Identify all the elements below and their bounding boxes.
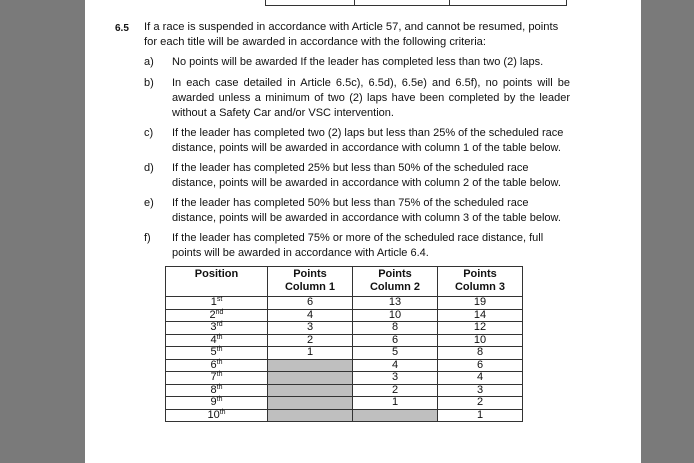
position-cell: 10th — [166, 409, 268, 422]
header-column-2: Points Column 2 — [353, 267, 438, 297]
points-cell: 2 — [268, 334, 353, 347]
table-header-row — [166, 267, 523, 297]
item-letter: a) — [144, 56, 154, 68]
points-cell: 10 — [438, 334, 523, 347]
header-column-3: Points Column 3 — [438, 267, 523, 297]
item-letter: d) — [144, 162, 154, 174]
position-cell: 1st — [166, 297, 268, 310]
points-cell: 4 — [438, 372, 523, 385]
points-cell: 1 — [438, 409, 523, 422]
position-cell: 4th — [166, 334, 268, 347]
points-cell: 6 — [268, 297, 353, 310]
item-text: In each case detailed in Article 6.5c), 6.5d), 6.5e) and 6.5f), no points will be awarded unless a minimum of two (2) laps have been completed by the leader without a Safety Car and/or VSC intervention. — [172, 77, 570, 119]
table-row — [166, 322, 523, 335]
points-cell: 3 — [268, 322, 353, 335]
empty-points-cell — [268, 409, 353, 422]
points-cell: 12 — [438, 322, 523, 335]
points-cell: 8 — [438, 347, 523, 360]
empty-points-cell — [268, 397, 353, 410]
header-position: Position — [166, 267, 268, 297]
item-text: If the leader has completed 25% but less than 50% of the scheduled race distance, points will be awarded in accordance with column 2 of the table below. — [172, 162, 561, 189]
position-cell: 3rd — [166, 322, 268, 335]
points-table — [165, 266, 523, 422]
table-row — [166, 347, 523, 360]
points-cell: 2 — [353, 384, 438, 397]
points-cell: 13 — [353, 297, 438, 310]
item-letter: f) — [144, 232, 151, 244]
table-divider — [449, 0, 450, 5]
empty-points-cell — [268, 372, 353, 385]
points-cell: 1 — [268, 347, 353, 360]
header-column-1: Points Column 1 — [268, 267, 353, 297]
points-cell: 4 — [353, 359, 438, 372]
points-cell: 3 — [438, 384, 523, 397]
points-cell: 4 — [268, 309, 353, 322]
points-cell: 14 — [438, 309, 523, 322]
table-divider — [354, 0, 355, 5]
table-row — [166, 297, 523, 310]
points-cell: 8 — [353, 322, 438, 335]
item-letter: e) — [144, 197, 154, 209]
points-cell: 10 — [353, 309, 438, 322]
table-row — [166, 372, 523, 385]
table-row — [166, 359, 523, 372]
position-cell: 6th — [166, 359, 268, 372]
item-text: If the leader has completed two (2) laps but less than 25% of the scheduled race distance, points will be awarded in accordance with column 1 of the table below. — [172, 127, 564, 154]
empty-points-cell — [353, 409, 438, 422]
article-intro: If a race is suspended in accordance with Article 57, and cannot be resumed, points for each title will be awarded in accordance with the following criteria: — [144, 21, 559, 48]
points-cell: 6 — [353, 334, 438, 347]
points-cell: 6 — [438, 359, 523, 372]
table-row — [166, 309, 523, 322]
table-row — [166, 384, 523, 397]
points-cell: 19 — [438, 297, 523, 310]
empty-points-cell — [268, 384, 353, 397]
empty-points-cell — [268, 359, 353, 372]
item-letter: b) — [144, 77, 154, 89]
position-cell: 5th — [166, 347, 268, 360]
position-cell: 2nd — [166, 309, 268, 322]
item-text: If the leader has completed 75% or more of the scheduled race distance, full points will be awarded in accordance with Article 6.4. — [172, 232, 544, 259]
item-text: If the leader has completed 50% but less than 75% of the scheduled race distance, points will be awarded in accordance with column 3 of the table below. — [172, 197, 561, 224]
article-number: 6.5 — [115, 23, 129, 34]
position-cell: 8th — [166, 384, 268, 397]
document-page — [85, 0, 641, 463]
table-row — [166, 334, 523, 347]
position-cell: 7th — [166, 372, 268, 385]
item-letter: c) — [144, 127, 154, 139]
points-cell: 3 — [353, 372, 438, 385]
table-row — [166, 409, 523, 422]
points-cell: 5 — [353, 347, 438, 360]
points-cell: 1 — [353, 397, 438, 410]
position-cell: 9th — [166, 397, 268, 410]
item-text: No points will be awarded If the leader has completed less than two (2) laps. — [172, 56, 544, 68]
previous-table-edge — [265, 0, 567, 6]
table-row — [166, 397, 523, 410]
points-cell: 2 — [438, 397, 523, 410]
